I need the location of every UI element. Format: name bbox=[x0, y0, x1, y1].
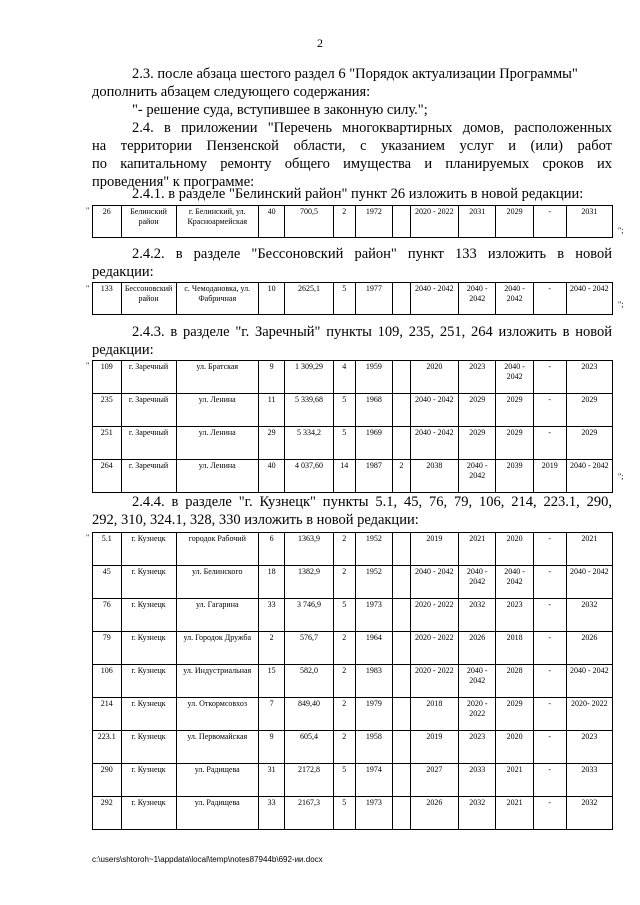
para-2-3-line3: "- решение суда, вступившее в законную силу."; bbox=[132, 102, 428, 118]
cell-col-b: 2 bbox=[333, 566, 355, 599]
cell-col-c bbox=[393, 206, 411, 238]
cell-term-1: 2020 - 2022 bbox=[410, 206, 458, 238]
cell-term-2: 2040 - 2042 bbox=[459, 665, 496, 698]
cell-term-3: 2040 - 2042 bbox=[496, 283, 533, 315]
cell-area: 849,40 bbox=[285, 698, 333, 731]
cell-district: Бессоновский район bbox=[121, 283, 176, 315]
cell-col-c bbox=[393, 764, 411, 797]
cell-district: г. Заречный bbox=[121, 394, 176, 427]
cell-year: 1964 bbox=[355, 632, 392, 665]
cell-term-3: 2020 bbox=[496, 533, 533, 566]
cell-col-b: 4 bbox=[333, 361, 355, 394]
cell-item-number: 106 bbox=[93, 665, 122, 698]
table-row bbox=[93, 599, 613, 632]
cell-term-3: 2029 bbox=[496, 427, 533, 460]
cell-area: 1 309,29 bbox=[285, 361, 333, 394]
cell-area: 2167,3 bbox=[285, 797, 333, 830]
cell-col-d: - bbox=[533, 632, 566, 665]
cell-term-2: 2020 - 2022 bbox=[459, 698, 496, 731]
table-row bbox=[93, 731, 613, 764]
cell-year: 1987 bbox=[355, 460, 392, 493]
cell-col-d: - bbox=[533, 731, 566, 764]
cell-term-3: 2018 bbox=[496, 632, 533, 665]
cell-term-3: 2040 - 2042 bbox=[496, 566, 533, 599]
cell-col-d: - bbox=[533, 797, 566, 830]
cell-col-a: 40 bbox=[258, 206, 284, 238]
cell-year: 1958 bbox=[355, 731, 392, 764]
cell-term-2: 2032 bbox=[459, 599, 496, 632]
cell-term-1: 2040 - 2042 bbox=[410, 427, 458, 460]
cell-col-d: - bbox=[533, 665, 566, 698]
cell-term-1: 2019 bbox=[410, 731, 458, 764]
section-2-4-2-line1: 2.4.2. в разделе "Бессоновский район" пункт 133 изложить в новой bbox=[132, 246, 612, 262]
cell-term-final: 2023 bbox=[566, 731, 612, 764]
table-row bbox=[93, 394, 613, 427]
cell-area: 5 334,2 bbox=[285, 427, 333, 460]
cell-term-1: 2020 bbox=[410, 361, 458, 394]
cell-area: 5 339,68 bbox=[285, 394, 333, 427]
cell-term-1: 2027 bbox=[410, 764, 458, 797]
cell-item-number: 133 bbox=[93, 283, 122, 315]
cell-col-c bbox=[393, 599, 411, 632]
table-row bbox=[93, 698, 613, 731]
cell-term-2: 2026 bbox=[459, 632, 496, 665]
cell-col-b: 2 bbox=[333, 533, 355, 566]
section-2-4-1: 2.4.1. в разделе "Белинский район" пункт 26 изложить в новой редакции: bbox=[132, 186, 584, 202]
cell-col-c bbox=[393, 283, 411, 315]
cell-district: г. Заречный bbox=[121, 361, 176, 394]
cell-address: ул. Гагарина bbox=[176, 599, 258, 632]
cell-term-1: 2026 bbox=[410, 797, 458, 830]
cell-area: 605,4 bbox=[285, 731, 333, 764]
section-2-4-4-line2: 292, 310, 324.1, 328, 330 изложить в новой редакции: bbox=[92, 512, 419, 528]
cell-term-2: 2029 bbox=[459, 394, 496, 427]
cell-col-b: 5 bbox=[333, 797, 355, 830]
cell-col-c bbox=[393, 361, 411, 394]
cell-col-a: 10 bbox=[258, 283, 284, 315]
cell-address: ул. Радищева bbox=[176, 797, 258, 830]
cell-col-b: 14 bbox=[333, 460, 355, 493]
cell-area: 2625,1 bbox=[285, 283, 333, 315]
cell-col-d: 2019 bbox=[533, 460, 566, 493]
cell-year: 1973 bbox=[355, 599, 392, 632]
cell-term-3: 2029 bbox=[496, 206, 533, 238]
cell-district: Белинский район bbox=[121, 206, 176, 238]
cell-address: ул. Городок Дружба bbox=[176, 632, 258, 665]
section-2-4-3-line2: редакции: bbox=[92, 342, 154, 358]
cell-col-b: 5 bbox=[333, 764, 355, 797]
page-number: 2 bbox=[317, 36, 323, 50]
cell-district: г. Кузнецк bbox=[121, 731, 176, 764]
cell-year: 1973 bbox=[355, 797, 392, 830]
table-row bbox=[93, 427, 613, 460]
quote-open: " bbox=[86, 284, 90, 293]
cell-item-number: 251 bbox=[93, 427, 122, 460]
cell-item-number: 109 bbox=[93, 361, 122, 394]
cell-term-1: 2040 - 2042 bbox=[410, 394, 458, 427]
cell-term-1: 2020 - 2022 bbox=[410, 632, 458, 665]
cell-item-number: 26 bbox=[93, 206, 122, 238]
section-2-4-3-line1: 2.4.3. в разделе "г. Заречный" пункты 109, 235, 251, 264 изложить в новой bbox=[132, 324, 612, 340]
table-row bbox=[93, 206, 613, 238]
cell-area: 4 037,60 bbox=[285, 460, 333, 493]
cell-term-final: 2023 bbox=[566, 361, 612, 394]
cell-year: 1959 bbox=[355, 361, 392, 394]
quote-close: "; bbox=[618, 300, 624, 309]
cell-term-1: 2040 - 2042 bbox=[410, 283, 458, 315]
cell-address: ул. Белинского bbox=[176, 566, 258, 599]
cell-term-final: 2031 bbox=[566, 206, 612, 238]
cell-term-2: 2029 bbox=[459, 427, 496, 460]
cell-item-number: 45 bbox=[93, 566, 122, 599]
cell-term-2: 2031 bbox=[459, 206, 496, 238]
cell-col-a: 11 bbox=[258, 394, 284, 427]
cell-area: 700,5 bbox=[285, 206, 333, 238]
cell-col-d: - bbox=[533, 764, 566, 797]
cell-col-a: 31 bbox=[258, 764, 284, 797]
table-row bbox=[93, 764, 613, 797]
cell-year: 1974 bbox=[355, 764, 392, 797]
cell-col-a: 9 bbox=[258, 361, 284, 394]
cell-col-a: 2 bbox=[258, 632, 284, 665]
cell-term-final: 2040 - 2042 bbox=[566, 460, 612, 493]
cell-district: г. Кузнецк bbox=[121, 698, 176, 731]
cell-col-b: 5 bbox=[333, 394, 355, 427]
cell-col-b: 2 bbox=[333, 632, 355, 665]
cell-area: 582,0 bbox=[285, 665, 333, 698]
cell-district: г. Кузнецк bbox=[121, 533, 176, 566]
cell-address: ул. Индустриальная bbox=[176, 665, 258, 698]
cell-col-a: 40 bbox=[258, 460, 284, 493]
table-row bbox=[93, 460, 613, 493]
cell-year: 1977 bbox=[355, 283, 392, 315]
cell-district: г. Заречный bbox=[121, 427, 176, 460]
table-row bbox=[93, 361, 613, 394]
cell-col-d: - bbox=[533, 427, 566, 460]
cell-term-3: 2021 bbox=[496, 764, 533, 797]
table-bessonovsky bbox=[92, 282, 613, 315]
cell-term-final: 2020- 2022 bbox=[566, 698, 612, 731]
cell-district: г. Кузнецк bbox=[121, 764, 176, 797]
cell-item-number: 290 bbox=[93, 764, 122, 797]
para-2-4-line3: по капитальному ремонту общего имущества и планируемых сроков их bbox=[92, 156, 612, 172]
table-row bbox=[93, 797, 613, 830]
cell-address: ул. Ленина bbox=[176, 460, 258, 493]
cell-item-number: 5.1 bbox=[93, 533, 122, 566]
cell-year: 1969 bbox=[355, 427, 392, 460]
cell-col-c: 2 bbox=[393, 460, 411, 493]
cell-area: 576,7 bbox=[285, 632, 333, 665]
cell-col-b: 2 bbox=[333, 665, 355, 698]
cell-col-b: 2 bbox=[333, 206, 355, 238]
quote-open: " bbox=[86, 206, 90, 215]
cell-item-number: 292 bbox=[93, 797, 122, 830]
cell-col-c bbox=[393, 533, 411, 566]
section-2-4-4-line1: 2.4.4. в разделе "г. Кузнецк" пункты 5.1, 45, 76, 79, 106, 214, 223.1, 290, bbox=[132, 494, 612, 510]
cell-district: г. Кузнецк bbox=[121, 599, 176, 632]
cell-col-b: 5 bbox=[333, 427, 355, 460]
cell-col-c bbox=[393, 632, 411, 665]
cell-term-3: 2020 bbox=[496, 731, 533, 764]
cell-item-number: 235 bbox=[93, 394, 122, 427]
para-2-3-line2: дополнить абзацем следующего содержания: bbox=[92, 84, 371, 100]
cell-address: ул. Радищева bbox=[176, 764, 258, 797]
cell-address: г. Белинский, ул. Красноармейская bbox=[176, 206, 258, 238]
table-row bbox=[93, 566, 613, 599]
cell-term-3: 2021 bbox=[496, 797, 533, 830]
cell-col-d: - bbox=[533, 206, 566, 238]
cell-item-number: 223.1 bbox=[93, 731, 122, 764]
cell-address: ул. Ленина bbox=[176, 427, 258, 460]
table-row bbox=[93, 533, 613, 566]
cell-col-c bbox=[393, 698, 411, 731]
cell-col-d: - bbox=[533, 361, 566, 394]
cell-col-a: 18 bbox=[258, 566, 284, 599]
cell-col-d: - bbox=[533, 533, 566, 566]
table-belinsky bbox=[92, 205, 613, 238]
cell-term-final: 2029 bbox=[566, 394, 612, 427]
cell-col-c bbox=[393, 566, 411, 599]
cell-term-final: 2021 bbox=[566, 533, 612, 566]
cell-address: городок Рабочий bbox=[176, 533, 258, 566]
cell-term-3: 2040 - 2042 bbox=[496, 361, 533, 394]
cell-district: г. Кузнецк bbox=[121, 797, 176, 830]
cell-col-a: 15 bbox=[258, 665, 284, 698]
table-row bbox=[93, 632, 613, 665]
para-2-3-line1: 2.3. после абзаца шестого раздел 6 "Порядок актуализации Программы" bbox=[132, 66, 578, 82]
cell-col-c bbox=[393, 797, 411, 830]
cell-term-2: 2023 bbox=[459, 361, 496, 394]
table-kuznetsk bbox=[92, 532, 613, 830]
cell-address: ул. Ленина bbox=[176, 394, 258, 427]
cell-col-c bbox=[393, 731, 411, 764]
cell-term-2: 2021 bbox=[459, 533, 496, 566]
cell-term-final: 2029 bbox=[566, 427, 612, 460]
cell-term-3: 2029 bbox=[496, 698, 533, 731]
cell-area: 3 746,9 bbox=[285, 599, 333, 632]
cell-col-d: - bbox=[533, 698, 566, 731]
cell-year: 1979 bbox=[355, 698, 392, 731]
cell-district: г. Заречный bbox=[121, 460, 176, 493]
cell-year: 1952 bbox=[355, 533, 392, 566]
cell-col-a: 29 bbox=[258, 427, 284, 460]
cell-term-final: 2040 - 2042 bbox=[566, 283, 612, 315]
cell-address: ул. Братская bbox=[176, 361, 258, 394]
quote-close: "; bbox=[618, 472, 624, 481]
para-2-4-line1: 2.4. в приложении "Перечень многоквартирных домов, расположенных bbox=[132, 120, 612, 136]
cell-item-number: 76 bbox=[93, 599, 122, 632]
cell-term-2: 2040 - 2042 bbox=[459, 460, 496, 493]
table-row bbox=[93, 665, 613, 698]
cell-year: 1983 bbox=[355, 665, 392, 698]
cell-col-a: 33 bbox=[258, 599, 284, 632]
quote-open: " bbox=[86, 361, 90, 370]
cell-term-final: 2033 bbox=[566, 764, 612, 797]
cell-term-final: 2032 bbox=[566, 797, 612, 830]
cell-area: 2172,8 bbox=[285, 764, 333, 797]
cell-year: 1968 bbox=[355, 394, 392, 427]
cell-term-1: 2020 - 2022 bbox=[410, 665, 458, 698]
cell-term-2: 2040 - 2042 bbox=[459, 283, 496, 315]
cell-term-1: 2018 bbox=[410, 698, 458, 731]
quote-open: " bbox=[86, 533, 90, 542]
cell-col-d: - bbox=[533, 599, 566, 632]
cell-col-a: 9 bbox=[258, 731, 284, 764]
cell-term-final: 2040 - 2042 bbox=[566, 665, 612, 698]
cell-term-1: 2020 - 2022 bbox=[410, 599, 458, 632]
cell-term-3: 2039 bbox=[496, 460, 533, 493]
cell-term-final: 2032 bbox=[566, 599, 612, 632]
cell-col-a: 7 bbox=[258, 698, 284, 731]
section-2-4-2-line2: редакции: bbox=[92, 264, 154, 280]
cell-term-3: 2029 bbox=[496, 394, 533, 427]
file-path-footer: c:\users\shtoroh~1\appdata\local\temp\notes87944b\692-ии.docx bbox=[92, 855, 323, 864]
para-2-4-line4: проведения" к программе: bbox=[92, 174, 255, 190]
cell-col-b: 2 bbox=[333, 731, 355, 764]
quote-close: "; bbox=[618, 226, 624, 235]
cell-area: 1382,9 bbox=[285, 566, 333, 599]
table-zarechny bbox=[92, 360, 613, 493]
cell-item-number: 214 bbox=[93, 698, 122, 731]
table-row bbox=[93, 283, 613, 315]
cell-year: 1952 bbox=[355, 566, 392, 599]
cell-term-1: 2040 - 2042 bbox=[410, 566, 458, 599]
cell-col-b: 2 bbox=[333, 698, 355, 731]
para-2-4-line2: на территории Пензенской области, с указанием услуг и (или) работ bbox=[92, 138, 612, 154]
cell-year: 1972 bbox=[355, 206, 392, 238]
cell-col-d: - bbox=[533, 394, 566, 427]
cell-district: г. Кузнецк bbox=[121, 632, 176, 665]
cell-col-d: - bbox=[533, 283, 566, 315]
cell-col-c bbox=[393, 394, 411, 427]
cell-area: 1363,9 bbox=[285, 533, 333, 566]
cell-term-2: 2023 bbox=[459, 731, 496, 764]
cell-col-b: 5 bbox=[333, 283, 355, 315]
cell-item-number: 79 bbox=[93, 632, 122, 665]
cell-address: ул. Откормсовхоз bbox=[176, 698, 258, 731]
cell-term-2: 2033 bbox=[459, 764, 496, 797]
cell-term-2: 2040 - 2042 bbox=[459, 566, 496, 599]
cell-term-final: 2040 - 2042 bbox=[566, 566, 612, 599]
cell-term-2: 2032 bbox=[459, 797, 496, 830]
cell-term-1: 2019 bbox=[410, 533, 458, 566]
cell-district: г. Кузнецк bbox=[121, 566, 176, 599]
cell-address: с. Чемодановка, ул. Фабричная bbox=[176, 283, 258, 315]
cell-col-a: 33 bbox=[258, 797, 284, 830]
cell-col-d: - bbox=[533, 566, 566, 599]
cell-item-number: 264 bbox=[93, 460, 122, 493]
cell-col-c bbox=[393, 427, 411, 460]
cell-address: ул. Первомайская bbox=[176, 731, 258, 764]
cell-col-b: 5 bbox=[333, 599, 355, 632]
cell-district: г. Кузнецк bbox=[121, 665, 176, 698]
cell-term-final: 2026 bbox=[566, 632, 612, 665]
cell-term-1: 2038 bbox=[410, 460, 458, 493]
cell-col-c bbox=[393, 665, 411, 698]
cell-term-3: 2028 bbox=[496, 665, 533, 698]
cell-term-3: 2023 bbox=[496, 599, 533, 632]
cell-col-a: 6 bbox=[258, 533, 284, 566]
